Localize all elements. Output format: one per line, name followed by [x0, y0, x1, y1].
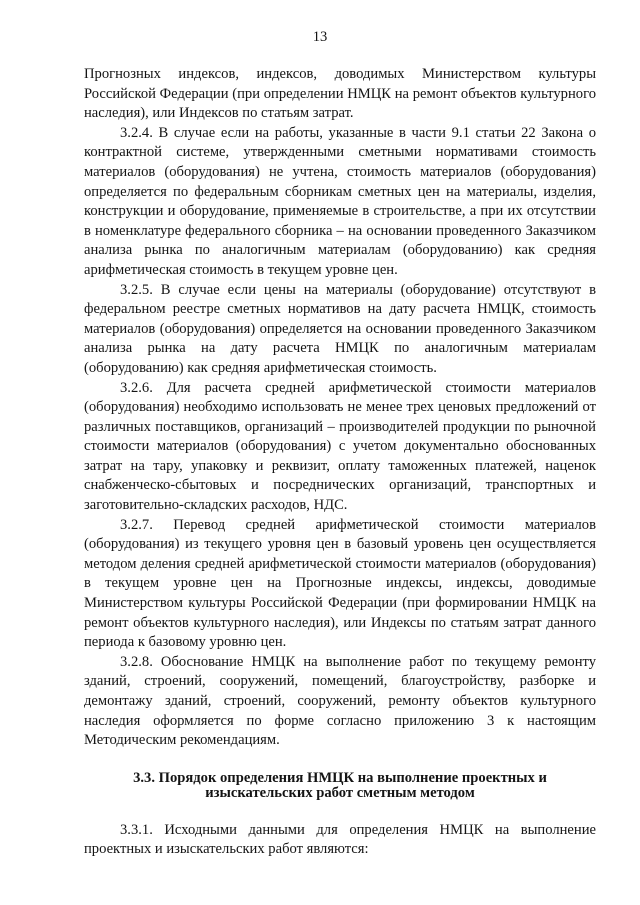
body-paragraph: Прогнозных индексов, индексов, доводимых Министерством культуры Российской Федерации (при определении НМЦК на ремонт объектов культурного наследия), или Индексов по статьям затрат. [84, 66, 596, 122]
section-heading: 3.3. Порядок определения НМЦК на выполнение проектных и изыскательских работ сметным методом [133, 769, 547, 801]
page-number: 13 [312, 29, 328, 45]
paragraphs-before-heading [84, 65, 596, 751]
body-paragraph: 3.2.5. В случае если цены на материалы (оборудование) отсутствуют в федеральном реестре сметных нормативов на дату расчета НМЦК, стоимость материалов (оборудования) определяется на основании проведенного Заказчиком анализа рынка на дату расчета НМЦК по аналогичным материалам (оборудованию) как средняя арифметическая стоимость. [84, 281, 596, 376]
page-content [84, 65, 596, 860]
paragraphs-after-heading [84, 821, 596, 860]
body-paragraph: 3.2.4. В случае если на работы, указанные в части 9.1 статьи 22 Закона о контрактной системе, утвержденными сметными нормативами стоимость материалов (оборудования) не учтена, стоимость материалов (оборудования) определяется по федеральным сборникам сметных цен на материалы, изделия, конструкции и оборудование, применяемые в строительстве, а при их отсутствии в номенклатуре федерального сборника – на основании проведенного Заказчиком анализа рынка по аналогичным материалам (оборудованию) как средняя арифметическая стоимость в текущем уровне цен. [84, 124, 596, 278]
body-paragraph: 3.3.1. Исходными данными для определения НМЦК на выполнение проектных и изыскательских работ являются: [84, 821, 596, 858]
body-paragraph: 3.2.7. Перевод средней арифметической стоимости материалов (оборудования) из текущего уровня цен в базовый уровень цен осуществляется методом деления средней арифметической стоимости материалов (оборудования) в текущем уровне цен на Прогнозные индексы, индексы, доводимые Министерством культуры Российской Федерации (при формировании НМЦК на ремонт объектов культурного наследия), или Индексы по статьям затрат данного периода к базовому уровню цен. [84, 516, 596, 651]
body-paragraph: 3.2.8. Обоснование НМЦК на выполнение работ по текущему ремонту зданий, строений, сооружений, помещений, благоустройству, разборке и демонтажу зданий, строений, сооружений, ремонту объектов культурного наследия оформляется по форме согласно приложению 3 к настоящим Методическим рекомендациям. [84, 653, 596, 749]
body-paragraph: 3.2.6. Для расчета средней арифметической стоимости материалов (оборудования) необходимо использовать не менее трех ценовых предложений от различных поставщиков, организаций – производителей продукции по рыночной стоимости материалов (оборудования) с учетом документально обоснованных затрат на тару, упаковку и реквизит, оплату таможенных платежей, наценок снабженческо-сбытовых и посреднических организаций, транспортных и заготовительно-складских расходов, НДС. [84, 379, 596, 514]
